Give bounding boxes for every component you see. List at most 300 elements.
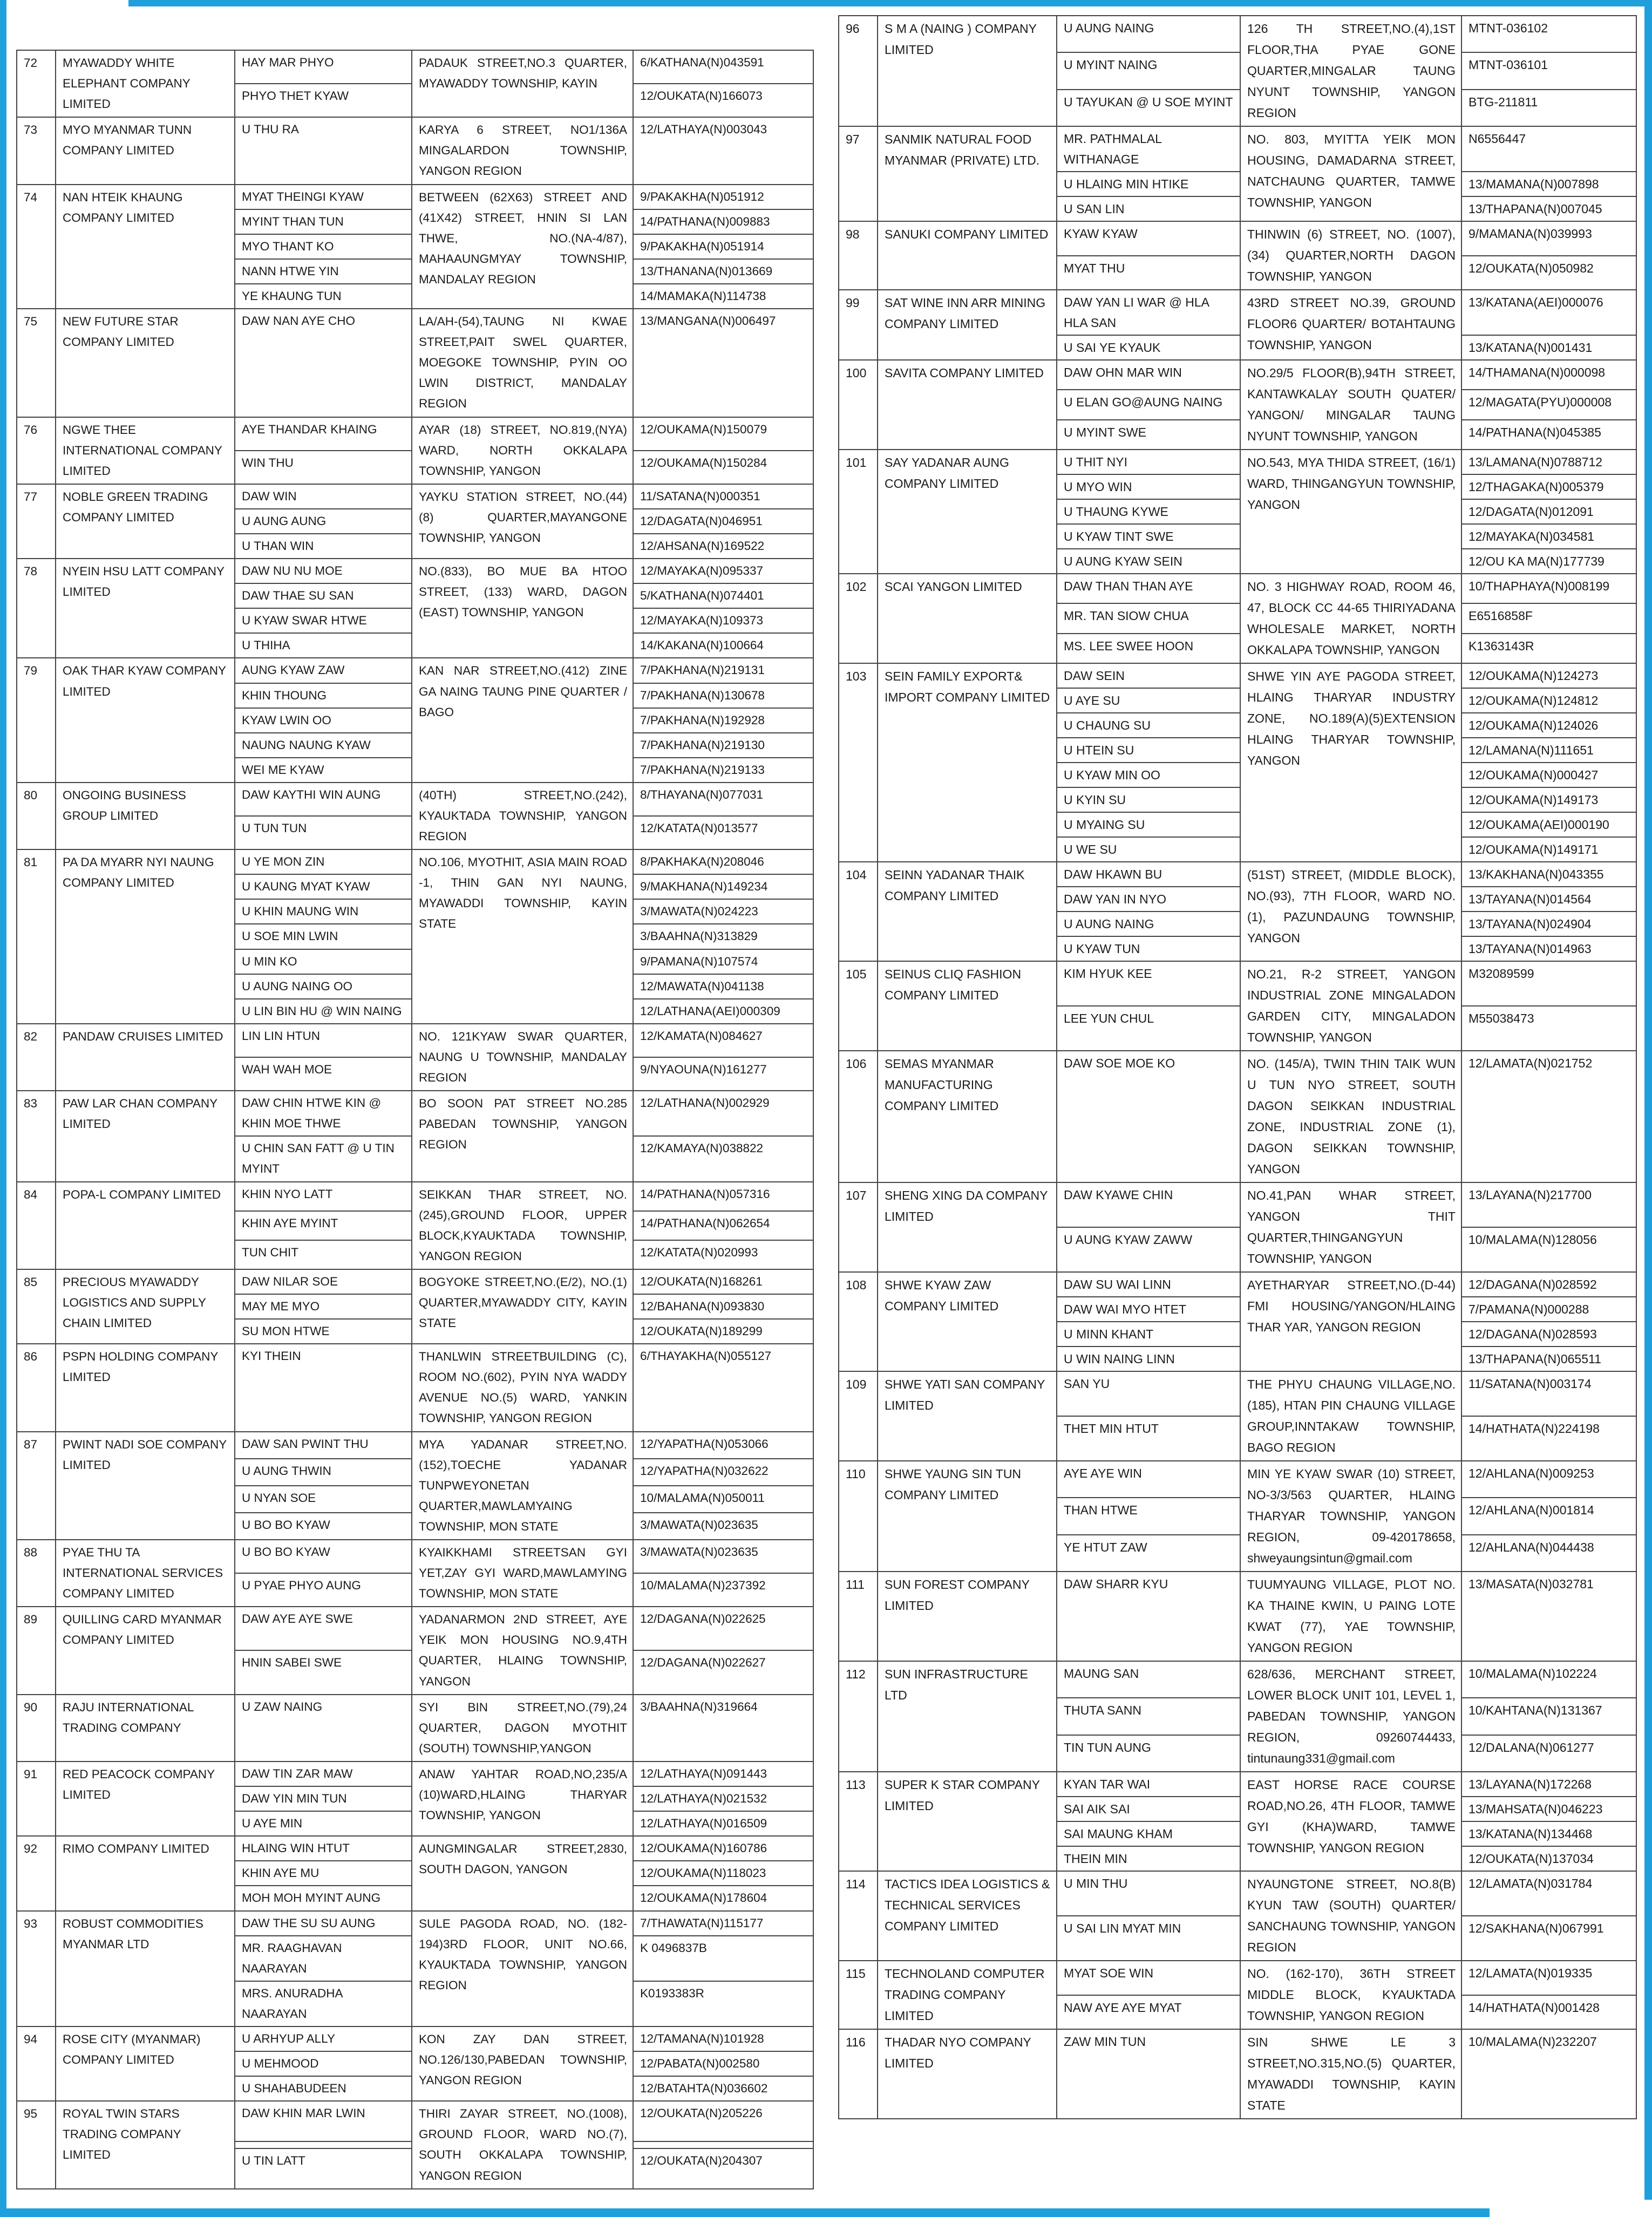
company-name: QUILLING CARD MYANMAR COMPANY LIMITED [56,1607,235,1694]
director-nrc: 13/TAYANA(N)014963 [1461,936,1636,961]
company-address: NO.106, MYOTHIT, ASIA MAIN ROAD -1, THIN GAN NYI NAUNG, MYAWADDI TOWNSHIP, KAYIN STATE [412,849,633,1024]
director-nrc: 10/MALAMA(N)050011 [633,1486,813,1513]
director-nrc: 12/DAGATA(N)046951 [633,509,813,534]
entry-number: 97 [839,126,878,221]
company-address: 628/636, MERCHANT STREET, LOWER BLOCK UNIT 101, LEVEL 1, PABEDAN TOWNSHIP, YANGON REGION, 09260744433, tintunaung331@gmail.com [1240,1661,1461,1772]
director-name: U KYAW MIN OO [1057,763,1240,787]
company-address: (51ST) STREET, (MIDDLE BLOCK), NO.(93), 7TH FLOOR, WARD NO.(1), PAZUNDAUNG TOWNSHIP, YANGON [1240,862,1461,961]
director-nrc: 10/MALAMA(N)232207 [1461,2029,1636,2119]
director-name: LEE YUN CHUL [1057,1006,1240,1051]
director-nrc: 12/SAKHANA(N)067991 [1461,1916,1636,1961]
director-nrc: 12/PABATA(N)002580 [633,2051,813,2076]
director-nrc: BTG-211811 [1461,90,1636,126]
table-row [17,559,813,583]
director-nrc: 12/OUKATA(N)204307 [633,2148,813,2189]
director-nrc: 6/KATHANA(N)043591 [633,50,813,84]
company-name: POPA-L COMPANY LIMITED [56,1182,235,1269]
director-name: WEI ME KYAW [235,758,412,783]
entry-number: 85 [17,1269,56,1344]
company-name: RAJU INTERNATIONAL TRADING COMPANY [56,1695,235,1762]
director-name: KIM HYUK KEE [1057,961,1240,1006]
company-name: NAN HTEIK KHAUNG COMPANY LIMITED [56,185,235,309]
company-address: THE PHYU CHAUNG VILLAGE,NO.(185), HTAN PIN CHAUNG VILLAGE GROUP,INNTAKAW TOWNSHIP, BAGO REGION [1240,1371,1461,1461]
director-name: DAW NILAR SOE [235,1269,412,1294]
director-nrc: 3/MAWATA(N)024223 [633,899,813,924]
director-nrc: 12/AHLANA(N)044438 [1461,1535,1636,1572]
table-row [17,1024,813,1057]
entry-number: 100 [839,360,878,450]
company-name: PSPN HOLDING COMPANY LIMITED [56,1344,235,1431]
company-address: (40TH) STREET,NO.(242), KYAUKTADA TOWNSHIP, YANGON REGION [412,783,633,849]
table-row [17,1091,813,1136]
company-address: PADAUK STREET,NO.3 QUARTER, MYAWADDY TOWNSHIP, KAYIN [412,50,633,117]
company-name: SHWE KYAW ZAW COMPANY LIMITED [878,1272,1057,1371]
director-nrc: 9/MAKHANA(N)149234 [633,874,813,899]
director-nrc: 12/OUKAMA(N)178604 [633,1886,813,1910]
company-name: PA DA MYARR NYI NAUNG COMPANY LIMITED [56,849,235,1024]
director-name: U KYAW SWAR HTWE [235,608,412,633]
director-name: MR. RAAGHAVAN NAARAYAN [235,1936,412,1981]
director-name: DAW KHIN MAR LWIN [235,2101,412,2141]
director-nrc: 12/OUKAMA(N)150079 [633,417,813,451]
director-nrc: 10/THAPHAYA(N)008199 [1461,574,1636,603]
director-name: U SAN LIN [1057,196,1240,221]
director-nrc: MTNT-036102 [1461,16,1636,52]
table-row [17,1540,813,1573]
director-nrc: 7/PAKHANA(N)219130 [633,733,813,758]
director-name: DAW SHARR KYU [1057,1572,1240,1661]
director-name: U KAUNG MYAT KYAW [235,874,412,899]
director-nrc: 12/KATATA(N)013577 [633,816,813,849]
director-nrc: 12/OUKAMA(N)124812 [1461,688,1636,713]
director-nrc: 14/KAKANA(N)100664 [633,633,813,658]
director-nrc: 12/OUKAMA(N)118023 [633,1861,813,1886]
entry-number: 92 [17,1836,56,1910]
director-name: KYI THEIN [235,1344,412,1431]
entry-number: 96 [839,16,878,126]
entry-number: 76 [17,417,56,484]
company-address: NO.543, MYA THIDA STREET, (16/1) WARD, THINGANGYUN TOWNSHIP, YANGON [1240,450,1461,574]
table-row [17,1695,813,1762]
director-name: U HLAING MIN HTIKE [1057,172,1240,196]
table-row [839,1461,1636,1498]
director-nrc: 12/BATAHTA(N)036602 [633,2076,813,2101]
entry-number: 115 [839,1961,878,2029]
director-name: DAW THAE SU SAN [235,583,412,608]
table-row [17,2026,813,2051]
company-name: PWINT NADI SOE COMPANY LIMITED [56,1432,235,1540]
table-row [839,1572,1636,1661]
director-name: U MINN KHANT [1057,1322,1240,1346]
director-name: AUNG KYAW ZAW [235,658,412,683]
director-name: DAW WIN [235,484,412,509]
company-name: SEMAS MYANMAR MANUFACTURING COMPANY LIMITED [878,1051,1057,1182]
director-name: MAY ME MYO [235,1294,412,1319]
entry-number: 74 [17,185,56,309]
director-nrc: 14/HATHATA(N)224198 [1461,1416,1636,1461]
company-address: MYA YADANAR STREET,NO.(152),TOECHE YADANAR TUNPWEYONETAN QUARTER,MAWLAMYAING TOWNSHIP, MON STATE [412,1432,633,1540]
director-name: U KYAW TINT SWE [1057,524,1240,549]
director-name: DAW OHN MAR WIN [1057,360,1240,390]
director-name: U AUNG KYAW SEIN [1057,549,1240,574]
entry-number: 75 [17,309,56,417]
director-nrc: 12/KAMAYA(N)038822 [633,1136,813,1181]
director-name: DAW YIN MIN TUN [235,1786,412,1811]
company-address: BETWEEN (62X63) STREET AND (41X42) STREET, HNIN SI LAN THWE, NO.(NA-4/87), MAHAAUNGMYAY TOWNSHIP, MANDALAY REGION [412,185,633,309]
company-name: MYO MYANMAR TUNN COMPANY LIMITED [56,117,235,184]
director-name: DAW SAN PWINT THU [235,1432,412,1459]
company-address: ANAW YAHTAR ROAD,NO,235/A (10)WARD,HLAING THARYAR TOWNSHIP, YANGON [412,1762,633,1836]
company-name: ONGOING BUSINESS GROUP LIMITED [56,783,235,849]
director-nrc: 12/KATATA(N)020993 [633,1240,813,1269]
entry-number: 109 [839,1371,878,1461]
director-name: U TAYUKAN @ U SOE MYINT [1057,90,1240,126]
company-address: NO. (145/A), TWIN THIN TAIK WUN U TUN NYO STREET, SOUTH DAGON SEIKKAN INDUSTRIAL ZONE, INDUSTRIAL ZONE (1), DAGON SEIKKAN TOWNSHIP, YANGON [1240,1051,1461,1182]
table-row [17,1762,813,1786]
director-nrc: 12/OUKAMA(N)150284 [633,451,813,484]
director-nrc: 12/OUKATA(N)137034 [1461,1846,1636,1871]
company-name: TACTICS IDEA LOGISTICS & TECHNICAL SERVICES COMPANY LIMITED [878,1871,1057,1961]
company-address: KYAIKKHAMI STREETSAN GYI YET,ZAY GYI WARD,MAWLAMYING TOWNSHIP, MON STATE [412,1540,633,1607]
table-row [839,1961,1636,1995]
entry-number: 103 [839,663,878,862]
table-row [839,663,1636,688]
director-nrc: 13/KATANA(N)001431 [1461,335,1636,360]
company-address: AYAR (18) STREET, NO.819,(NYA) WARD, NORTH OKKALAPA TOWNSHIP, YANGON [412,417,633,484]
director-name: U THAN WIN [235,534,412,559]
company-address: AYETHARYAR STREET,NO.(D-44) FMI HOUSING/YANGON/HLAING THAR YAR, YANGON REGION [1240,1272,1461,1371]
director-nrc: 8/THAYANA(N)077031 [633,783,813,816]
company-address: YAYKU STATION STREET, NO.(44) (8) QUARTER,MAYANGONE TOWNSHIP, YANGON [412,484,633,559]
director-nrc: 6/THAYAKHA(N)055127 [633,1344,813,1431]
table-row [17,309,813,417]
director-nrc: 12/LATHAYA(N)003043 [633,117,813,184]
entry-number: 105 [839,961,878,1051]
director-name: MAUNG SAN [1057,1661,1240,1698]
director-name: DAW YAN LI WAR @ HLA HLA SAN [1057,290,1240,335]
director-name: U ARHYUP ALLY [235,2026,412,2051]
company-name: RED PEACOCK COMPANY LIMITED [56,1762,235,1836]
director-nrc: 12/LATHAYA(N)016509 [633,1811,813,1836]
director-nrc: 3/MAWATA(N)023635 [633,1540,813,1573]
entry-number: 116 [839,2029,878,2119]
director-name: DAW YAN IN NYO [1057,887,1240,912]
entry-number: 94 [17,2026,56,2101]
entry-number: 90 [17,1695,56,1762]
table-row [17,484,813,509]
entry-number: 113 [839,1772,878,1871]
director-nrc: 10/MALAMA(N)128056 [1461,1227,1636,1272]
company-address: BOGYOKE STREET,NO.(E/2), NO.(1) QUARTER,MYAWADDY CITY, KAYIN STATE [412,1269,633,1344]
table-row [17,1607,813,1650]
company-name: PANDAW CRUISES LIMITED [56,1024,235,1091]
director-name: NANN HTWE YIN [235,259,412,284]
company-address: 43RD STREET NO.39, GROUND FLOOR6 QUARTER/ BOTAHTAUNG TOWNSHIP, YANGON [1240,290,1461,360]
director-nrc: M55038473 [1461,1006,1636,1051]
director-nrc: 7/PAKHANA(N)130678 [633,683,813,708]
director-nrc: 12/MAWATA(N)041138 [633,974,813,999]
table-row [839,1272,1636,1297]
director-name: KHIN AYE MYINT [235,1211,412,1240]
director-nrc: 12/OUKAMA(N)149171 [1461,837,1636,862]
company-name: SAT WINE INN ARR MINING COMPANY LIMITED [878,290,1057,360]
director-nrc: 12/THAGAKA(N)005379 [1461,474,1636,499]
director-name: MYO THANT KO [235,234,412,259]
director-name: U MYINT NAING [1057,52,1240,89]
table-row [839,1871,1636,1916]
company-name: ROSE CITY (MYANMAR) COMPANY LIMITED [56,2026,235,2101]
table-row [17,1911,813,1936]
director-name: MYAT SOE WIN [1057,1961,1240,1995]
director-nrc: 12/LATHAYA(N)021532 [633,1786,813,1811]
company-address: KARYA 6 STREET, NO1/136A MINGALARDON TOWNSHIP, YANGON REGION [412,117,633,184]
company-name: SUN FOREST COMPANY LIMITED [878,1572,1057,1661]
entry-number: 112 [839,1661,878,1772]
director-name: MOH MOH MYINT AUNG [235,1886,412,1910]
company-name: RIMO COMPANY LIMITED [56,1836,235,1910]
director-name: U KHIN MAUNG WIN [235,899,412,924]
table-row [17,783,813,816]
entry-number: 93 [17,1911,56,2026]
entry-number: 114 [839,1871,878,1961]
director-name: U HTEIN SU [1057,738,1240,763]
company-name: PYAE THU TA INTERNATIONAL SERVICES COMPANY LIMITED [56,1540,235,1607]
director-nrc: 12/OUKATA(N)168261 [633,1269,813,1294]
company-address: KON ZAY DAN STREET, NO.126/130,PABEDAN TOWNSHIP, YANGON REGION [412,2026,633,2101]
company-address: NO.29/5 FLOOR(B),94TH STREET, KANTAWKALAY SOUTH QUATER/ YANGON/ MINGALAR TAUNG NYUNT TOWNSHIP, YANGON [1240,360,1461,450]
director-name: U MYAING SU [1057,812,1240,837]
company-name: SHWE YAUNG SIN TUN COMPANY LIMITED [878,1461,1057,1572]
director-name: U MEHMOOD [235,2051,412,2076]
company-name: SHENG XING DA COMPANY LIMITED [878,1182,1057,1272]
director-nrc: 13/THAPANA(N)007045 [1461,196,1636,221]
director-name: U BO BO KYAW [235,1540,412,1573]
director-name: PHYO THET KYAW [235,84,412,117]
company-address: THINWIN (6) STREET, NO. (1007),(34) QUARTER,NORTH DAGON TOWNSHIP, YANGON [1240,221,1461,290]
director-name: U KYAW TUN [1057,936,1240,961]
company-name: SANMIK NATURAL FOOD MYANMAR (PRIVATE) LTD. [878,126,1057,221]
table-row [839,360,1636,390]
director-nrc: 12/OUKATA(N)205226 [633,2101,813,2141]
company-name: SEINN YADANAR THAIK COMPANY LIMITED [878,862,1057,961]
director-nrc: 13/MAHSATA(N)046223 [1461,1797,1636,1821]
company-name: ROBUST COMMODITIES MYANMAR LTD [56,1911,235,2026]
company-address: NO.(833), BO MUE BA HTOO STREET, (133) WARD, DAGON (EAST) TOWNSHIP, YANGON [412,559,633,658]
director-nrc: 13/LAMANA(N)0788712 [1461,450,1636,474]
left-company-table [16,50,814,2189]
director-name: SAI AIK SAI [1057,1797,1240,1821]
director-nrc: M32089599 [1461,961,1636,1006]
company-address: SIN SHWE LE 3 STREET,NO.315,NO.(5) QUARTER, MYAWADDI TOWNSHIP, KAYIN STATE [1240,2029,1461,2119]
director-nrc: MTNT-036101 [1461,52,1636,89]
company-name: SUN INFRASTRUCTURE LTD [878,1661,1057,1772]
entry-number: 99 [839,290,878,360]
company-name: SAVITA COMPANY LIMITED [878,360,1057,450]
director-nrc: 12/DALANA(N)061277 [1461,1735,1636,1772]
company-address: MIN YE KYAW SWAR (10) STREET, NO-3/3/563 QUARTER, HLAING THARYAR TOWNSHIP, YANGON REGION, 09-420178658, shweyaungsintun@gmail.com [1240,1461,1461,1572]
director-nrc: 12/OUKAMA(N)124273 [1461,663,1636,688]
company-name: OAK THAR KYAW COMPANY LIMITED [56,658,235,782]
director-nrc: 12/MAGATA(PYU)000008 [1461,390,1636,419]
company-address: KAN NAR STREET,NO.(412) ZINE GA NAING TAUNG PINE QUARTER / BAGO [412,658,633,782]
director-nrc: 12/DAGANA(N)022625 [633,1607,813,1650]
director-name: U CHIN SAN FATT @ U TIN MYINT [235,1136,412,1181]
company-address: 126 TH STREET,NO.(4),1ST FLOOR,THA PYAE GONE QUARTER,MINGALAR TAUNG NYUNT TOWNSHIP, YANGON REGION [1240,16,1461,126]
director-nrc: 13/MASATA(N)032781 [1461,1572,1636,1661]
director-name: U THIHA [235,633,412,658]
director-name: U SAI LIN MYAT MIN [1057,1916,1240,1961]
table-row [839,1661,1636,1698]
director-name: HLAING WIN HTUT [235,1836,412,1861]
director-name: KYAN TAR WAI [1057,1772,1240,1797]
company-address: SHWE YIN AYE PAGODA STREET, HLAING THARYAR INDUSTRY ZONE, NO.189(A)(5)EXTENSION HLAING THARYAR TOWNSHIP, YANGON [1240,663,1461,862]
director-name: KHIN NYO LATT [235,1182,412,1211]
table-row [17,1182,813,1211]
director-name: KHIN AYE MU [235,1861,412,1886]
director-nrc: 10/MALAMA(N)237392 [633,1573,813,1607]
company-address: SYI BIN STREET,NO.(79),24 QUARTER, DAGON MYOTHIT (SOUTH) TOWNSHIP,YANGON [412,1695,633,1762]
director-nrc: 7/PAKHANA(N)192928 [633,708,813,733]
entry-number: 110 [839,1461,878,1572]
table-row [17,2101,813,2141]
director-nrc: 12/LAMATA(N)031784 [1461,1871,1636,1916]
director-name: DAW SU WAI LINN [1057,1272,1240,1297]
director-nrc: 12/LATHANA(N)002929 [633,1091,813,1136]
director-name: U THAUNG KYWE [1057,499,1240,524]
director-nrc: 12/LAMANA(N)111651 [1461,738,1636,763]
director-name: U SAI YE KYAUK [1057,335,1240,360]
director-name: DAW SOE MOE KO [1057,1051,1240,1182]
director-nrc: 12/DAGANA(N)022627 [633,1650,813,1694]
director-name: U NYAN SOE [235,1486,412,1513]
company-name: ROYAL TWIN STARS TRADING COMPANY LIMITED [56,2101,235,2188]
director-name: U TIN LATT [235,2148,412,2189]
entry-number: 72 [17,50,56,117]
director-name: MR. PATHMALAL WITHANAGE [1057,126,1240,172]
company-name: SEINUS CLIQ FASHION COMPANY LIMITED [878,961,1057,1051]
company-address: BO SOON PAT STREET NO.285 PABEDAN TOWNSHIP, YANGON REGION [412,1091,633,1181]
director-name: U MYINT SWE [1057,420,1240,450]
company-address: EAST HORSE RACE COURSE ROAD,NO.26, 4TH FLOOR, TAMWE GYI (KHA)WARD, TAMWE TOWNSHIP, YANGON REGION [1240,1772,1461,1871]
company-name: NEW FUTURE STAR COMPANY LIMITED [56,309,235,417]
table-row [839,1371,1636,1416]
director-name: DAW HKAWN BU [1057,862,1240,887]
company-address: NO. 803, MYITTA YEIK MON HOUSING, DAMADARNA STREET, NATCHAUNG QUARTER, TAMWE TOWNSHIP, YANGON [1240,126,1461,221]
director-nrc: 12/AHLANA(N)001814 [1461,1498,1636,1534]
director-nrc: 12/TAMANA(N)101928 [633,2026,813,2051]
director-nrc: 14/PATHANA(N)062654 [633,1211,813,1240]
table-row [17,1836,813,1861]
director-name: TIN TUN AUNG [1057,1735,1240,1772]
table-row [17,1269,813,1294]
director-nrc: 12/OU KA MA(N)177739 [1461,549,1636,574]
director-nrc: 12/AHSANA(N)169522 [633,534,813,559]
company-address: YADANARMON 2ND STREET, AYE YEIK MON HOUSING NO.9,4TH QUARTER, HLAING TOWNSHIP, YANGON [412,1607,633,1694]
director-nrc: 13/MANGANA(N)006497 [633,309,813,417]
director-name: U THIT NYI [1057,450,1240,474]
director-name: U AUNG NAING OO [235,974,412,999]
director-nrc: 14/PATHANA(N)045385 [1461,420,1636,450]
director-nrc: 11/SATANA(N)000351 [633,484,813,509]
table-row [17,117,813,184]
director-nrc: 10/MALAMA(N)102224 [1461,1661,1636,1698]
border-bottom [0,2208,1490,2217]
table-row [839,290,1636,335]
director-nrc: 7/PAMANA(N)000288 [1461,1297,1636,1322]
director-name: AYE AYE WIN [1057,1461,1240,1498]
director-nrc: 12/DAGANA(N)028592 [1461,1272,1636,1297]
director-nrc [633,2141,813,2148]
director-name: NAUNG NAUNG KYAW [235,733,412,758]
table-row [839,961,1636,1006]
director-name: DAW AYE AYE SWE [235,1607,412,1650]
director-name: MYAT THEINGI KYAW [235,185,412,209]
entry-number: 106 [839,1051,878,1182]
company-name: SUPER K STAR COMPANY LIMITED [878,1772,1057,1871]
director-name: U WE SU [1057,837,1240,862]
entry-number: 77 [17,484,56,559]
director-nrc: 12/YAPATHA(N)053066 [633,1432,813,1459]
director-name: U AUNG NAING [1057,16,1240,52]
director-nrc: 11/SATANA(N)003174 [1461,1371,1636,1416]
director-nrc: 13/MAMANA(N)007898 [1461,172,1636,196]
director-nrc: 12/DAGANA(N)028593 [1461,1322,1636,1346]
director-nrc: 12/OUKAMA(N)149173 [1461,787,1636,812]
director-nrc: 12/OUKAMA(N)160786 [633,1836,813,1861]
company-name: SCAI YANGON LIMITED [878,574,1057,663]
table-row [17,185,813,209]
entry-number: 84 [17,1182,56,1269]
entry-number: 86 [17,1344,56,1431]
entry-number: 88 [17,1540,56,1607]
entry-number: 87 [17,1432,56,1540]
company-address: TUUMYAUNG VILLAGE, PLOT NO. KA THAINE KWIN, U PAING LOTE KWAT (77), YAE TOWNSHIP, YANGON REGION [1240,1572,1461,1661]
director-name: U BO BO KYAW [235,1513,412,1540]
table-row [17,1432,813,1459]
director-name [235,2141,412,2148]
director-nrc: 14/MAMAKA(N)114738 [633,284,813,309]
company-name: PAW LAR CHAN COMPANY LIMITED [56,1091,235,1181]
company-name: MYAWADDY WHITE ELEPHANT COMPANY LIMITED [56,50,235,117]
company-address: NO. 3 HIGHWAY ROAD, ROOM 46, 47, BLOCK CC 44-65 THIRIYADANA WHOLESALE MARKET, NORTH OKKALAPA TOWNSHIP, YANGON [1240,574,1461,663]
company-address: NO.21, R-2 STREET, YANGON INDUSTRIAL ZONE MINGALADON GARDEN CITY, MINGALADON TOWNSHIP, YANGON [1240,961,1461,1051]
company-name: S M A (NAING ) COMPANY LIMITED [878,16,1057,126]
table-row [17,1344,813,1431]
director-name: U AYE MIN [235,1811,412,1836]
director-nrc: 12/OUKAMA(N)000427 [1461,763,1636,787]
director-nrc: 12/MAYAKA(N)109373 [633,608,813,633]
director-name: YE HTUT ZAW [1057,1535,1240,1572]
director-name: KHIN THOUNG [235,683,412,708]
company-address: THANLWIN STREETBUILDING (C), ROOM NO.(602), PYIN NYA WADDY AVENUE NO.(5) WARD, YANKIN TOWNSHIP, YANGON REGION [412,1344,633,1431]
director-name: HAY MAR PHYO [235,50,412,84]
director-name: MRS. ANURADHA NAARAYAN [235,1981,412,2026]
director-name: LIN LIN HTUN [235,1024,412,1057]
director-name: AYE THANDAR KHAING [235,417,412,451]
table-row [839,221,1636,256]
director-nrc: 12/MAYAKA(N)034581 [1461,524,1636,549]
director-nrc: 7/PAKHANA(N)219133 [633,758,813,783]
director-nrc: 3/MAWATA(N)023635 [633,1513,813,1540]
director-nrc: 7/PAKHANA(N)219131 [633,658,813,683]
director-name: DAW NU NU MOE [235,559,412,583]
director-nrc: 5/KATHANA(N)074401 [633,583,813,608]
director-name: U MYO WIN [1057,474,1240,499]
director-nrc: 12/LATHANA(AEI)000309 [633,999,813,1024]
director-name: U THU RA [235,117,412,184]
company-address: THIRI ZAYAR STREET, NO.(1008), GROUND FLOOR, WARD NO.(7), SOUTH OKKALAPA TOWNSHIP, YANGON REGION [412,2101,633,2188]
director-name: YE KHAUNG TUN [235,284,412,309]
